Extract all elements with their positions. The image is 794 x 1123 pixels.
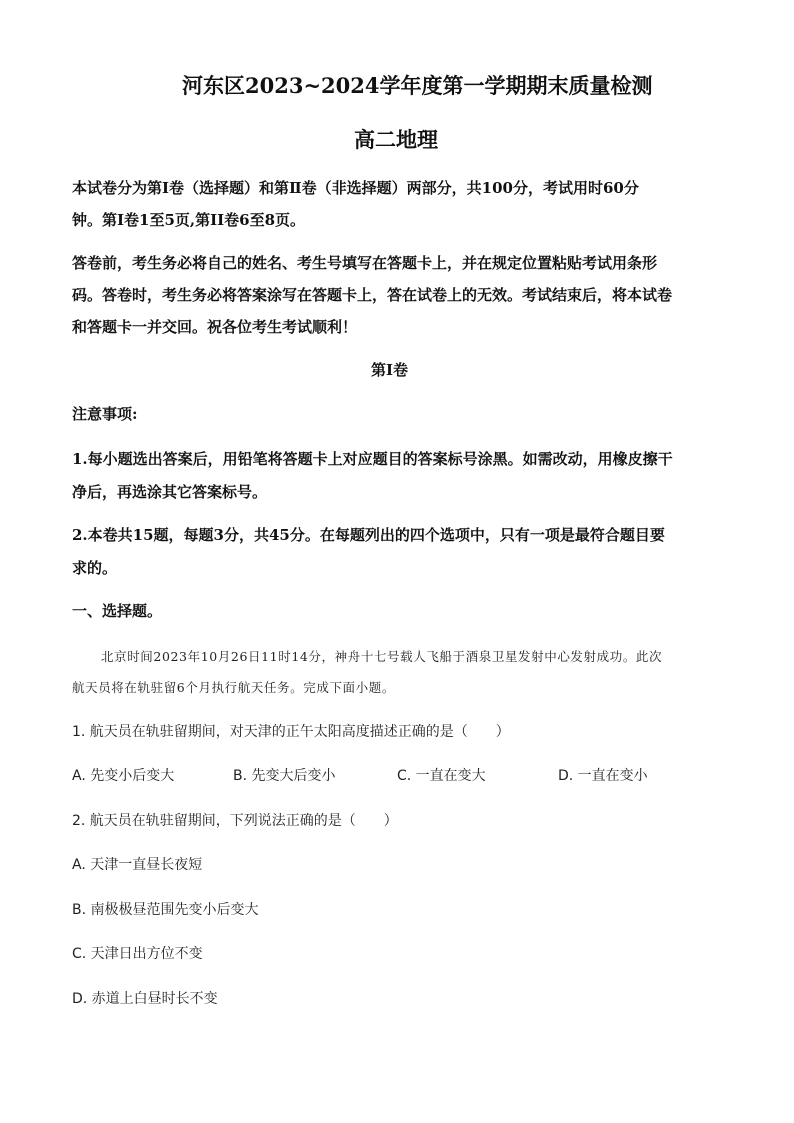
part-title: 第Ⅰ卷 xyxy=(371,361,409,379)
question-2-option-a: A. 天津一直昼长夜短 xyxy=(72,857,203,873)
question-1-option-b: B. 先变大后变小 xyxy=(233,768,336,784)
exam-title: 河东区2023~2024学年度第一学期期末质量检测 xyxy=(182,73,653,98)
question-1-stem: 1. 航天员在轨驻留期间，对天津的正午太阳高度描述正确的是（ ） xyxy=(72,724,510,740)
note-2-line-1: 2.本卷共15题，每题3分，共45分。在每题列出的四个选项中，只有一项是最符合题目要 xyxy=(72,526,665,544)
notes-heading: 注意事项: xyxy=(72,405,138,423)
question-1-option-c: C. 一直在变大 xyxy=(397,768,486,784)
material-line-2: 航天员将在轨驻留6个月执行航天任务。完成下面小题。 xyxy=(72,680,395,695)
question-1-option-d: D. 一直在变小 xyxy=(558,768,648,784)
question-2-option-d: D. 赤道上白昼时长不变 xyxy=(72,991,218,1007)
instructions-line-3: 和答题卡一并交回。祝各位考生考试顺利！ xyxy=(72,318,358,336)
instructions-line-1: 答卷前，考生务必将自己的姓名、考生号填写在答题卡上，并在规定位置粘贴考试用条形 xyxy=(72,254,658,272)
intro-line-1: 本试卷分为第Ⅰ卷（选择题）和第Ⅱ卷（非选择题）两部分，共100分，考试用时60分 xyxy=(72,179,639,197)
note-1-line-2: 净后，再选涂其它答案标号。 xyxy=(72,483,268,501)
instructions-line-2: 码。答卷时，考生务必将答案涂写在答题卡上，答在试卷上的无效。考试结束后，将本试卷 xyxy=(72,286,673,304)
question-2-option-b: B. 南极极昼范围先变小后变大 xyxy=(72,902,259,918)
question-1-option-a: A. 先变小后变大 xyxy=(72,768,175,784)
material-line-1: 北京时间2023年10月26日11时14分，神舟十七号载人飞船于酒泉卫星发射中心发射成功。此次 xyxy=(101,649,663,664)
intro-line-2: 钟。第Ⅰ卷1至5页,第II卷6至8页。 xyxy=(72,211,306,229)
section-heading: 一、选择题。 xyxy=(72,602,163,620)
subject-title: 高二地理 xyxy=(354,127,438,152)
note-1-line-1: 1.每小题选出答案后，用铅笔将答题卡上对应题目的答案标号涂黑。如需改动，用橡皮擦干 xyxy=(72,450,673,468)
question-2-stem: 2. 航天员在轨驻留期间，下列说法正确的是（ ） xyxy=(72,813,398,829)
question-2-option-c: C. 天津日出方位不变 xyxy=(72,946,203,962)
note-2-line-2: 求的。 xyxy=(72,559,118,577)
